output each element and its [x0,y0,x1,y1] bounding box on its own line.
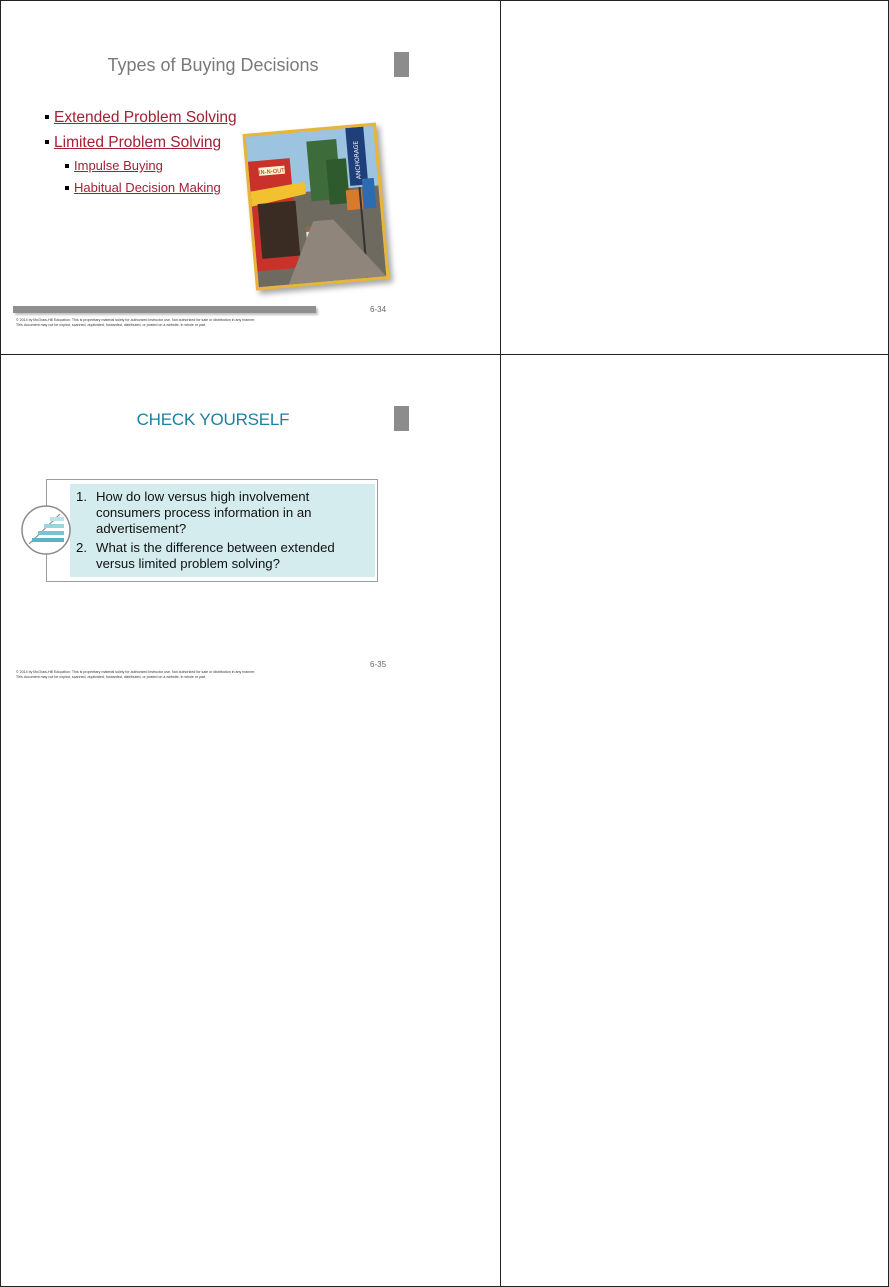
column-divider [500,0,501,1287]
slide-number: 6-35 [370,660,387,669]
limited-problem-solving-link[interactable]: Limited Problem Solving [54,134,222,151]
check-yourself-box [46,479,378,582]
slide-title: Types of Buying Decisions [107,55,319,75]
bullet-item[interactable] [45,105,237,130]
slide-6-34 [1,1,499,353]
bullet-list [45,105,237,199]
street-scene-image [246,126,387,288]
impulse-buying-link[interactable]: Impulse Buying [74,158,163,173]
bullet-item[interactable] [45,130,237,155]
slide-number: 6-34 [370,305,387,314]
copyright-line: This document may not be copied, scanned, duplicated, forwarded, distributed, or posted on a website, in whole or part. [16,675,207,679]
street-photo [242,122,389,290]
question-item [76,489,375,537]
row-divider [0,354,889,355]
sub-bullet-item[interactable] [65,177,237,199]
sub-bullet-item[interactable] [65,155,237,177]
question-number: 1. [76,489,87,504]
question-list [76,489,375,575]
stairs-check-icon [20,504,72,556]
slide-title: CHECK YOURSELF [136,410,290,429]
question-text: How do low versus high involvement consumers process information in an advertisement? [96,489,312,536]
copyright-line: © 2014 by McGraw-Hill Education. This is proprietary material solely for authorized instructor use. Not authorized for sale or distribution in any manner. [16,318,256,322]
slide-6-35 [1,356,499,708]
copyright-notice [16,318,336,328]
banner-text: ANCHORAGE [352,140,363,180]
questions-panel [70,484,375,577]
question-text: What is the difference between extended versus limited problem solving? [96,540,335,571]
store-sign-text: IN-N-OUT [258,168,285,177]
habitual-decision-making-link[interactable]: Habitual Decision Making [74,180,221,195]
extended-problem-solving-link[interactable]: Extended Problem Solving [54,109,237,126]
footer-bar [13,306,316,313]
question-number: 2. [76,540,87,555]
question-item [76,540,375,572]
corner-tab [394,52,409,77]
corner-tab [394,406,409,431]
copyright-notice [16,670,336,680]
copyright-line: © 2014 by McGraw-Hill Education. This is proprietary material solely for authorized instructor use. Not authorized for sale or distribution in any manner. [16,670,256,674]
copyright-line: This document may not be copied, scanned, duplicated, forwarded, distributed, or posted on a website, in whole or part. [16,323,207,327]
